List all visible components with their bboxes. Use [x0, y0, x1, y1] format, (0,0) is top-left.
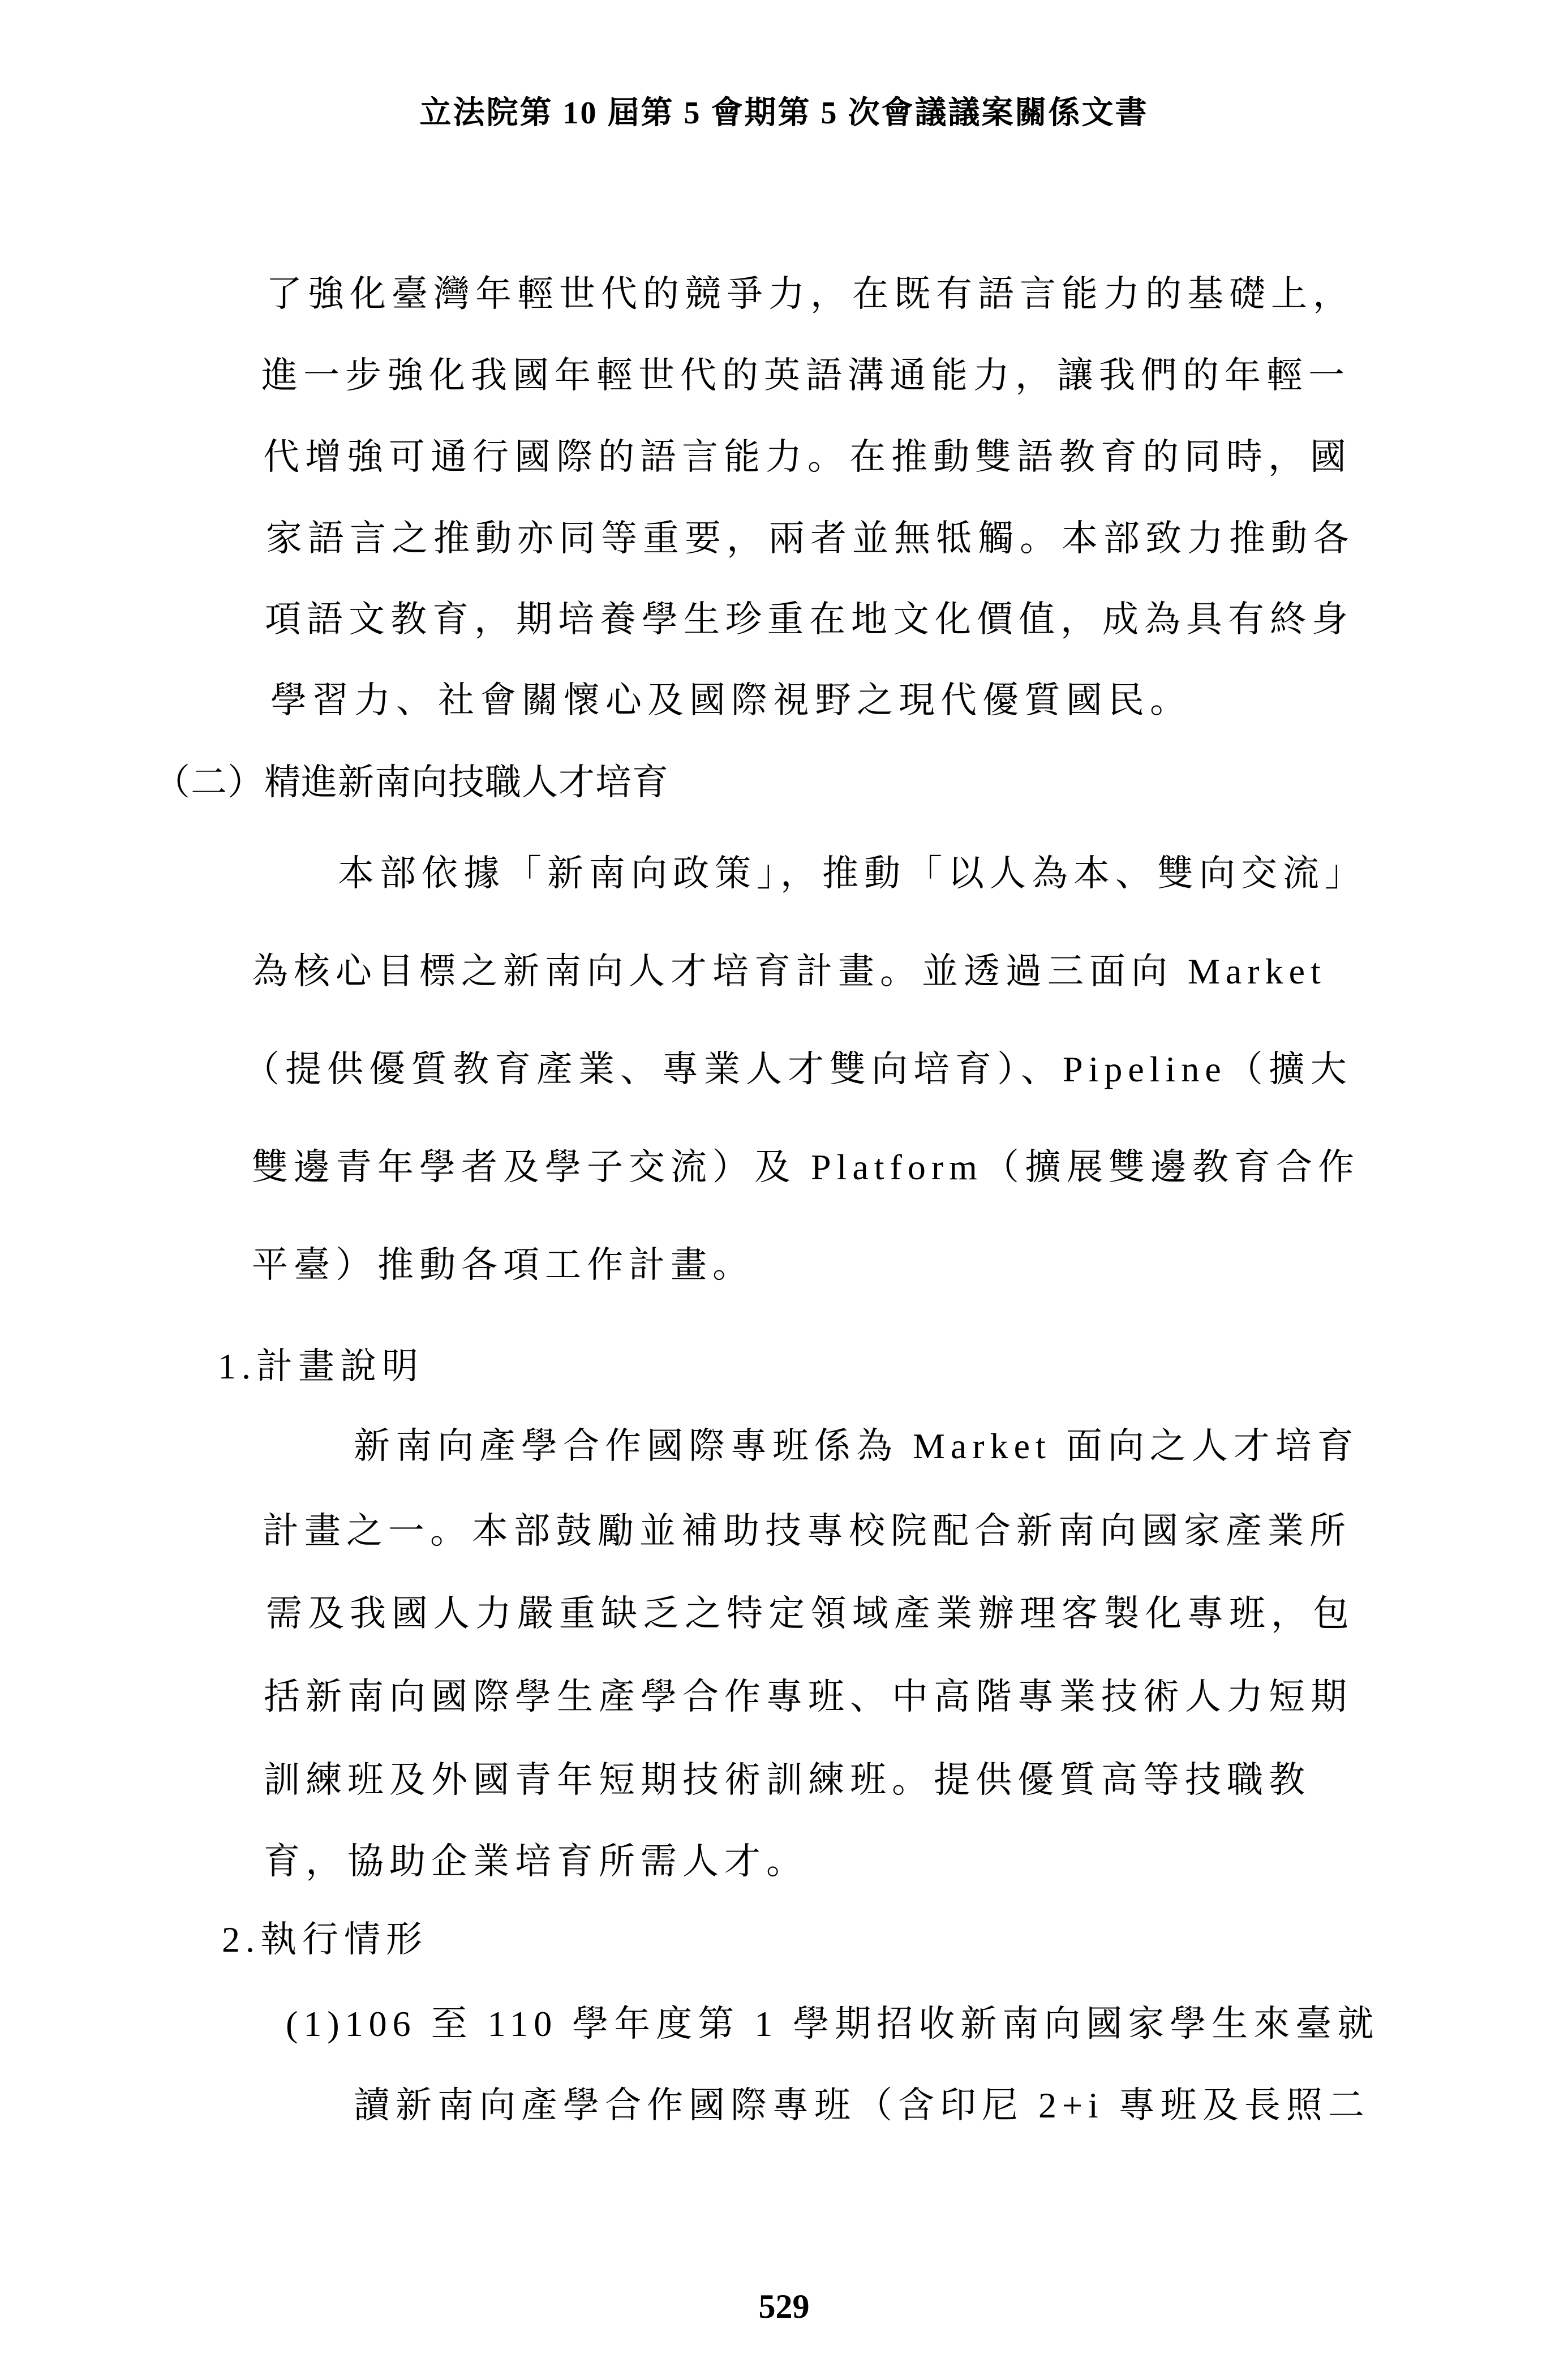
text-line: 代增強可通行國際的語言能力。在推動雙語教育的同時，國	[263, 437, 1352, 477]
document-header: 立法院第 10 屆第 5 會期第 5 次會議議案關係文書	[419, 96, 1149, 131]
text-line: 讀新南向產學合作國際專班（含印尼 2+i 專班及長照二	[354, 2085, 1370, 2125]
text-line: 進一步強化我國年輕世代的英語溝通能力，讓我們的年輕一	[261, 355, 1350, 396]
numbered-heading: 1.計畫說明	[218, 1346, 424, 1386]
text-line: 括新南向國際學生產學合作專班、中高階專業技術人力短期	[264, 1677, 1352, 1717]
text-line: 了強化臺灣年輕世代的競爭力，在既有語言能力的基礎上，	[266, 274, 1355, 314]
text-line: 雙邊青年學者及學子交流）及 Platform（擴展雙邊教育合作	[252, 1147, 1360, 1187]
section-heading: （二）精進新南向技職人才培育	[154, 762, 669, 802]
numbered-heading: 2.執行情形	[222, 1919, 428, 1960]
text-line: 計畫之一。本部鼓勵並補助技專校院配合新南向國家產業所	[263, 1511, 1351, 1551]
text-line: 訓練班及外國青年短期技術訓練班。提供優質高等技職教	[264, 1760, 1311, 1800]
text-line: (1)106 至 110 學年度第 1 學期招收新南向國家學生來臺就	[286, 2004, 1380, 2044]
text-line: 項語文教育，期培養學生珍重在地文化價值，成為具有終身	[265, 599, 1354, 639]
text-line: 育，協助企業培育所需人才。	[264, 1841, 808, 1881]
text-line: 需及我國人力嚴重缺乏之特定領域產業辦理客製化專班，包	[266, 1593, 1355, 1634]
text-line: 學習力、社會關懷心及國際視野之現代優質國民。	[270, 680, 1192, 720]
text-line: （提供優質教育產業、專業人才雙向培育）、Pipeline（擴大	[243, 1049, 1352, 1089]
text-line: 新南向產學合作國際專班係為 Market 面向之人才培育	[354, 1426, 1359, 1466]
text-line: 本部依據「新南向政策」，推動「以人為本、雙向交流」	[338, 853, 1367, 893]
page-number: 529	[758, 2288, 810, 2325]
text-line: 平臺）推動各項工作計畫。	[252, 1245, 754, 1285]
text-line: 家語言之推動亦同等重要，兩者並無牴觸。本部致力推動各	[266, 518, 1355, 559]
text-line: 為核心目標之新南向人才培育計畫。並透過三面向 Market	[252, 951, 1326, 991]
